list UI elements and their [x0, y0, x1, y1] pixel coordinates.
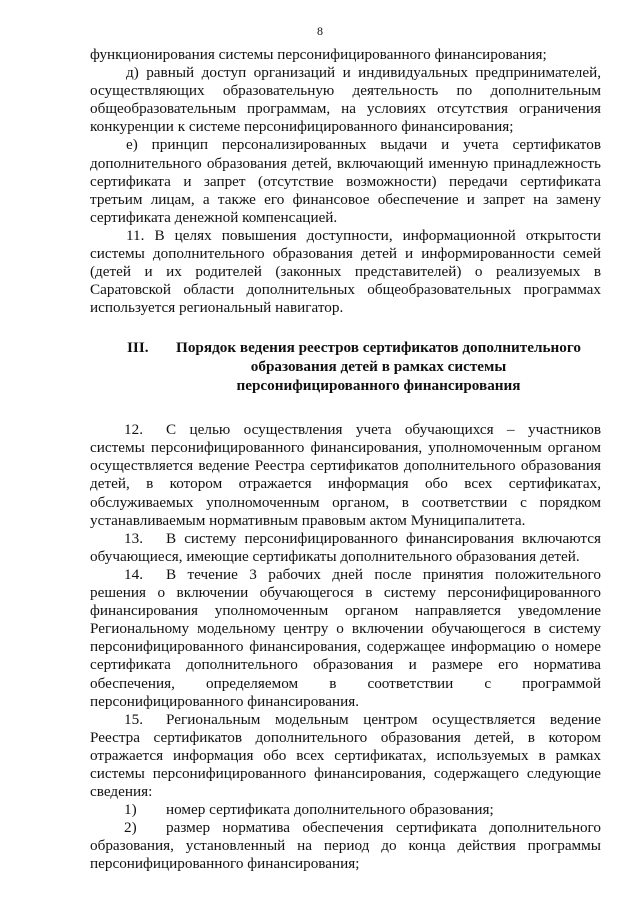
- paragraph-number: 13.: [124, 529, 143, 547]
- section-title: Порядок ведения реестров сертификатов дополнительного образования детей в рамках системы персонифицированного финансирования: [176, 339, 581, 394]
- paragraph-13: [90, 530, 601, 566]
- paragraph-12: [90, 421, 601, 530]
- list-text: размер норматива обеспечения сертификата дополнительного образования, установленный на период до конца действия программы персонифицированного финансирования;: [90, 819, 601, 873]
- paragraph-15: [90, 711, 601, 801]
- paragraph-number: 14.: [124, 565, 143, 583]
- list-marker: 1): [124, 801, 137, 819]
- list-item-1: [90, 801, 601, 819]
- section-heading: [90, 339, 601, 395]
- paragraph-text: В течение 3 рабочих дней после принятия положительного решения о включении обучающегося в систему персонифицированного финансирования уполномоченным органом направляется уведомление Региональному модельному центру о включении обучающегося в систему персонифицированного финансирования, содержащее информацию о номере сертификата дополнительного образования и размере его норматива обеспечения, определяемом в соответствии с программой персонифицированного финансирования.: [90, 565, 601, 710]
- paragraph-14: [90, 566, 601, 711]
- paragraph-item-e: е) принцип персонализированных выдачи и учета сертификатов дополнительного образования детей, включающий именную принадлежность сертификата и запрет (отсутствие возможности) передачи сертификата третьим лицам, а также его финансовое обеспечение и запрет на замену сертификата денежной компенсацией.: [90, 136, 601, 226]
- paragraph-11: 11. В целях повышения доступности, информационной открытости системы дополнительного образования детей и информированности семей (детей и их родителей (законных представителей) о реализуемых в Саратовской области дополнительных общеобразовательных программах используется региональный навигатор.: [90, 226, 601, 317]
- list-item-2: [90, 819, 601, 873]
- page-number: 8: [317, 24, 323, 38]
- paragraph-continuation: функционирования системы персонифицированного финансирования;: [90, 46, 547, 63]
- paragraph-text: В систему персонифицированного финансирования включаются обучающиеся, имеющие сертификаты дополнительного образования детей.: [90, 529, 601, 565]
- section-number: III.: [127, 339, 149, 357]
- list-marker: 2): [124, 819, 137, 837]
- paragraph-number: 12.: [124, 421, 143, 439]
- paragraph-number: 15.: [124, 710, 143, 728]
- paragraph-text: С целью осуществления учета обучающихся – участников системы персонифицированного финансирования, уполномоченным органом осуществляется ведение Реестра сертификатов дополнительного образования детей, в котором отражается информация обо всех сертификатах, обслуживаемых уполномоченным органом, в соответствии с порядком устанавливаемым нормативным правовым актом Муниципалитета.: [90, 421, 601, 529]
- paragraph-item-d: д) равный доступ организаций и индивидуальных предпринимателей, осуществляющих образовательную деятельность по дополнительным общеобразовательным программам, на условиях отсутствия ограничения конкуренции к системе персонифицированного финансирования;: [90, 64, 601, 136]
- paragraph-text: Региональным модельным центром осуществляется ведение Реестра сертификатов дополнительного образования детей, в котором отражается информация обо всех сертификатах, используемых в рамках системы персонифицированного финансирования, содержащего следующие сведения:: [90, 710, 601, 801]
- list-text: номер сертификата дополнительного образования;: [166, 801, 494, 819]
- document-body: [90, 46, 601, 874]
